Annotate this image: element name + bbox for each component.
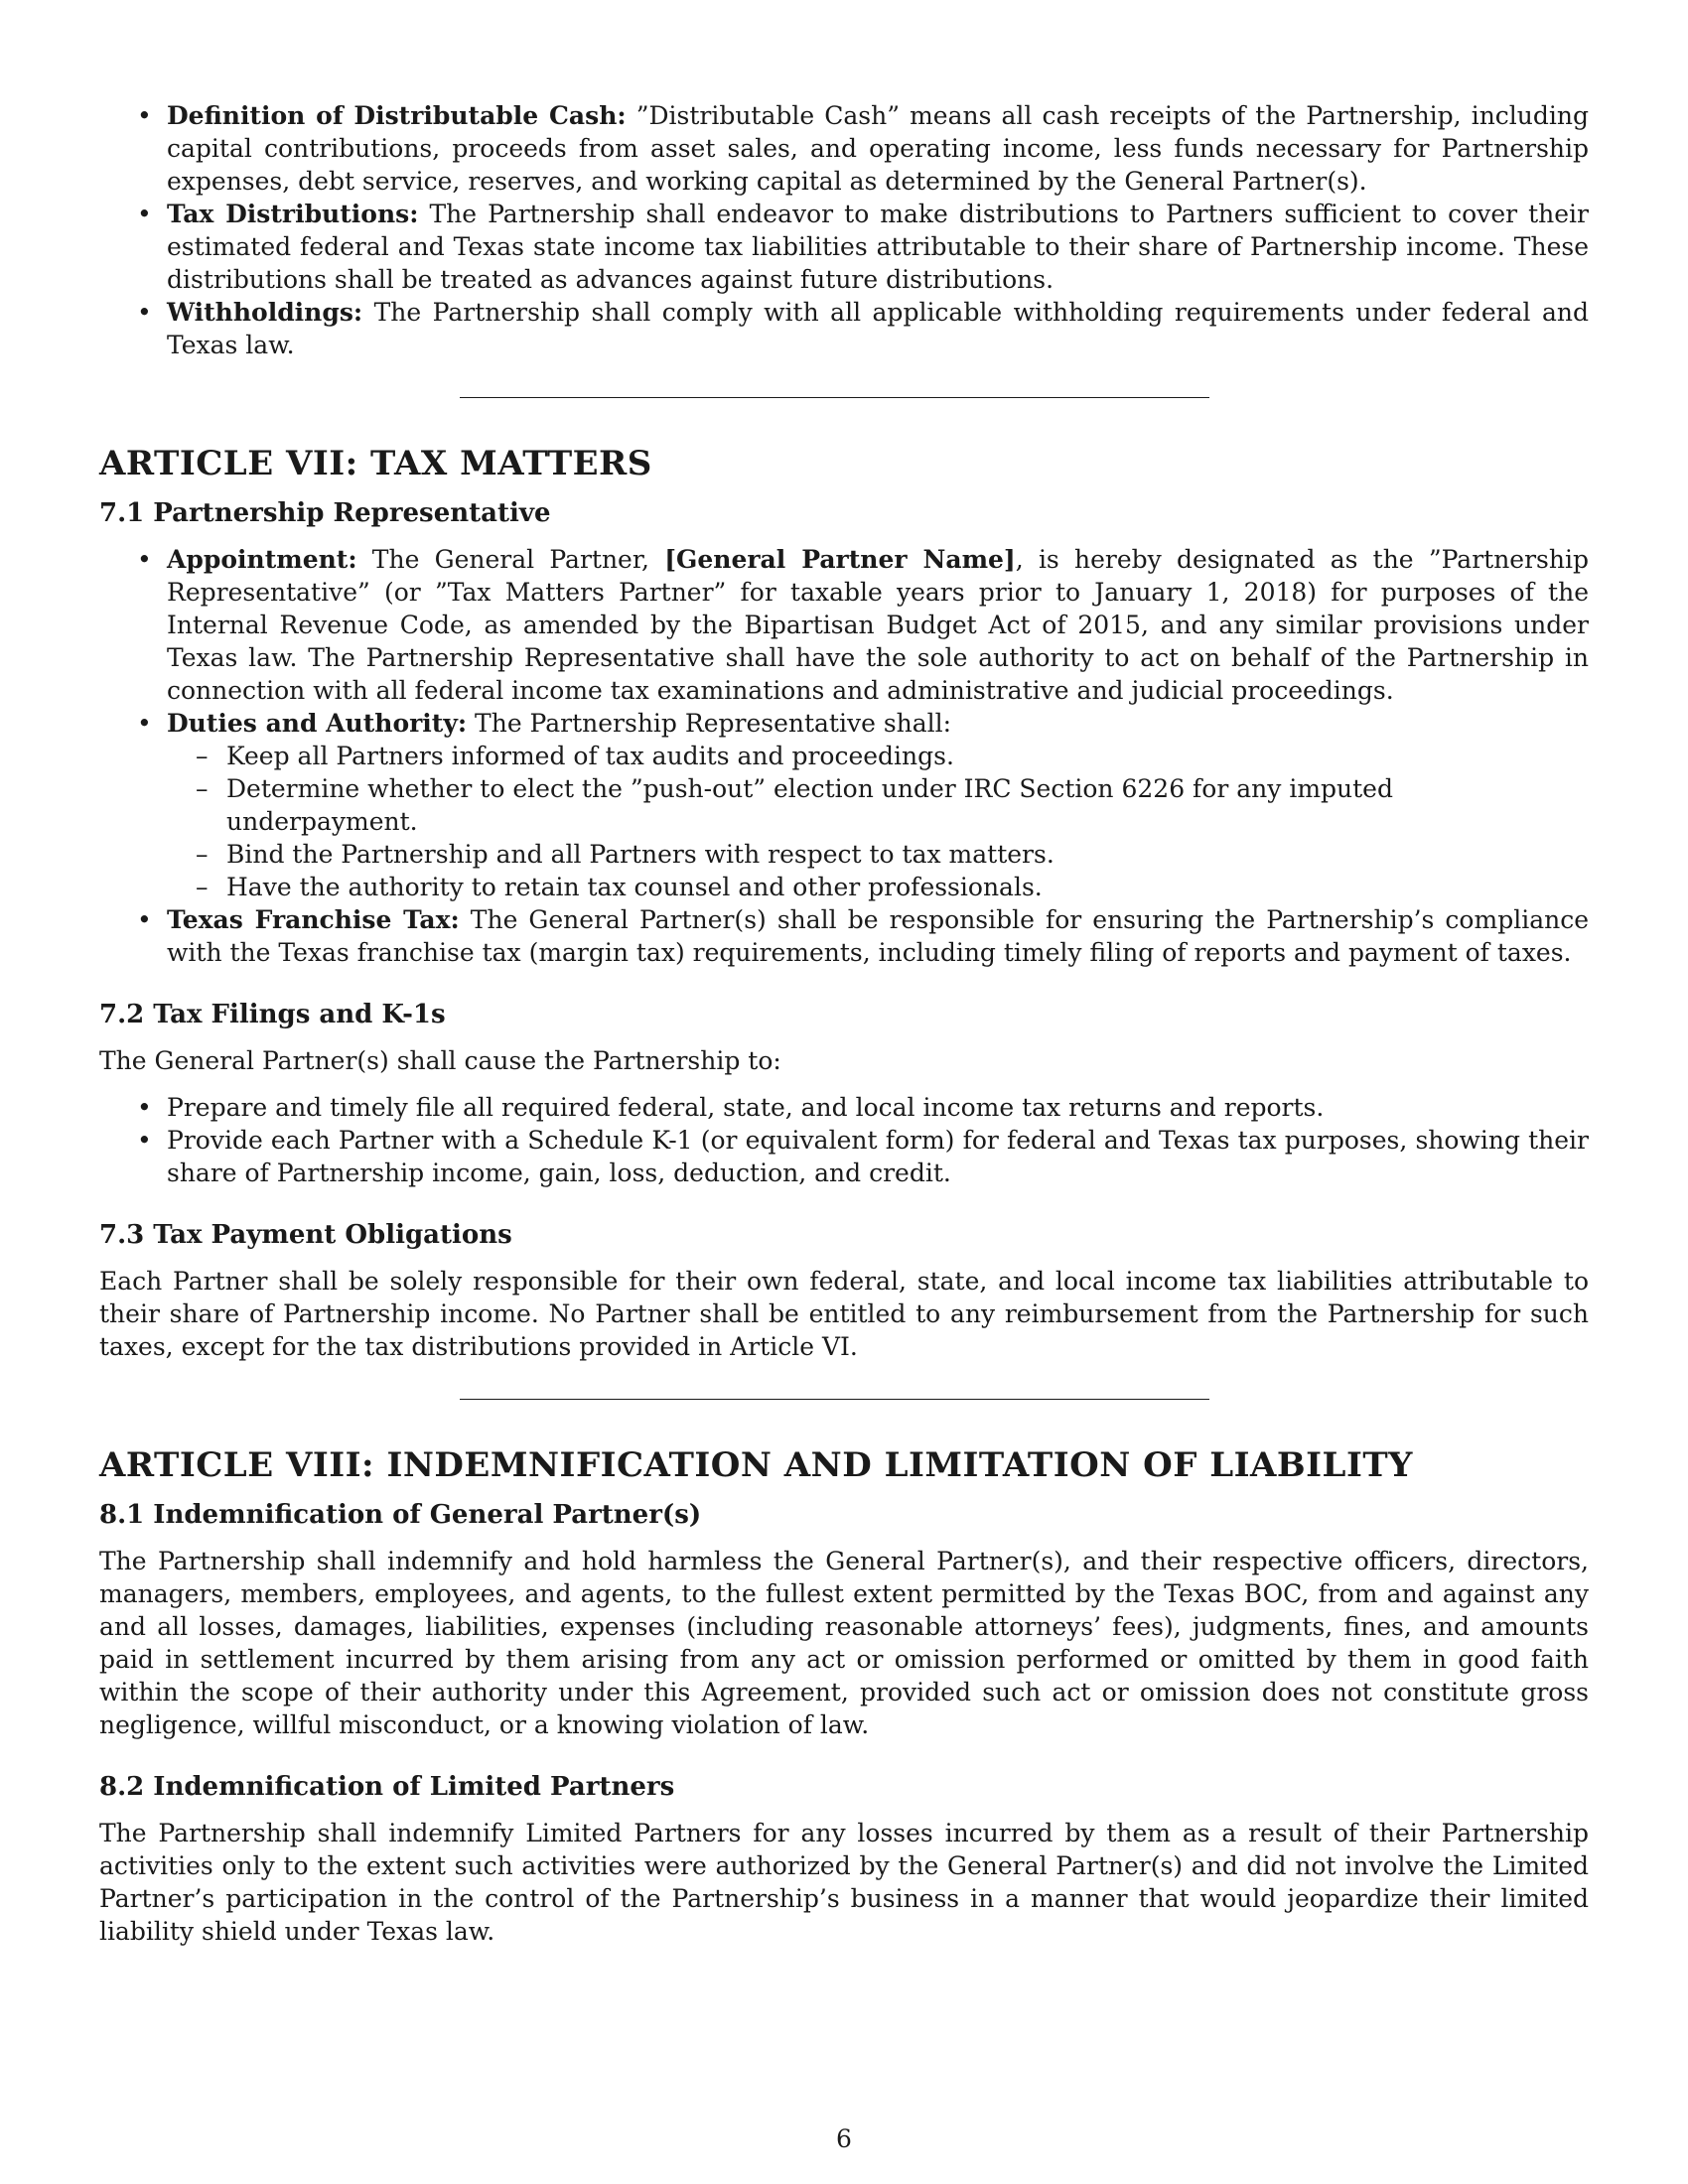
- section-divider: [460, 397, 1209, 398]
- list-item-text: The Partnership Representative shall:: [467, 709, 952, 738]
- section-7-1-list: [99, 543, 1589, 969]
- sub-list-item: – Keep all Partners informed of tax audits and proceedings.: [167, 740, 1589, 772]
- section-divider: [460, 1399, 1209, 1400]
- term-label: Withholdings:: [167, 298, 363, 327]
- page-number: 6: [836, 2124, 852, 2153]
- list-item-text: The Partnership shall endeavor to make distributions to Partners sufficient to cover their estimated federal and Texas state income tax liabilities attributable to their share of Partnership income. These distributions shall be treated as advances against future distributions.: [167, 200, 1589, 294]
- sub-list-item: – Bind the Partnership and all Partners with respect to tax matters.: [167, 838, 1589, 871]
- section-8-1-heading: 8.1 Indemnification of General Partner(s): [99, 1500, 702, 1530]
- term-label: Tax Distributions:: [167, 200, 419, 228]
- article-6-distribution-list: [99, 99, 1589, 361]
- section-8-1-text: The Partnership shall indemnify and hold harmless the General Partner(s), and their respective officers, directors, managers, members, employees, and agents, to the fullest extent permitted by the Texas BOC, from and against any and all losses, damages, liabilities, expenses (including reasonable attorneys’ fees), judgments, fines, and amounts paid in settlement incurred by them arising from any act or omission performed or omitted by them in good faith within the scope of their authority under this Agreement, provided such act or omission does not constitute gross negligence, willful misconduct, or a knowing violation of law.: [99, 1547, 1589, 1739]
- list-item-text: The General Partner(s) shall be responsible for ensuring the Partnership’s compliance with the Texas franchise tax (margin tax) requirements, including timely filing of reports and payment of taxes.: [167, 905, 1589, 967]
- section-7-2-heading: 7.2 Tax Filings and K-1s: [99, 1000, 446, 1029]
- list-item: [99, 198, 1589, 296]
- duties-sublist: [167, 740, 1589, 903]
- section-7-3-heading: 7.3 Tax Payment Obligations: [99, 1220, 512, 1250]
- list-item: [99, 903, 1589, 969]
- document-page: [99, 99, 1589, 1962]
- list-item-text: , is hereby designated as the ”Partnership Representative” (or ”Tax Matters Partner” for taxable years prior to January 1, 2018) for purposes of the Internal Revenue Code, as amended by the Bipartisan Budget Act of 2015, and any similar provisions under Texas law. The Partnership Representative shall have the sole authority to act on behalf of the Partnership in connection with all federal income tax examinations and administrative and judicial proceedings.: [167, 545, 1589, 705]
- section-8-2-heading: 8.2 Indemnification of Limited Partners: [99, 1772, 675, 1802]
- list-item: [99, 707, 1589, 903]
- term-label: Texas Franchise Tax:: [167, 905, 460, 934]
- article-7-title: ARTICLE VII: TAX MATTERS: [99, 444, 652, 483]
- list-item: [99, 99, 1589, 198]
- section-7-2-intro: The General Partner(s) shall cause the Partnership to:: [99, 1046, 781, 1075]
- sub-list-item: – Determine whether to elect the ”push-out” election under IRC Section 6226 for any imputed underpayment.: [167, 772, 1589, 838]
- term-label: Definition of Distributable Cash:: [167, 101, 627, 130]
- list-item: • Provide each Partner with a Schedule K-1 (or equivalent form) for federal and Texas tax purposes, showing their share of Partnership income, gain, loss, deduction, and credit.: [99, 1124, 1589, 1189]
- list-item-text: The Partnership shall comply with all applicable withholding requirements under federal and Texas law.: [167, 298, 1589, 359]
- term-label: Appointment:: [167, 545, 357, 574]
- list-item: [99, 543, 1589, 707]
- placeholder-field: [General Partner Name]: [664, 545, 1016, 574]
- section-7-1-heading: 7.1 Partnership Representative: [99, 498, 551, 528]
- section-8-2-text: The Partnership shall indemnify Limited Partners for any losses incurred by them as a result of their Partnership activities only to the extent such activities were authorized by the General Partner(s) and did not involve the Limited Partner’s participation in the control of the Partnership’s business in a manner that would jeopardize their limited liability shield under Texas law.: [99, 1819, 1589, 1946]
- section-7-3-text: Each Partner shall be solely responsible for their own federal, state, and local income tax liabilities attributable to their share of Partnership income. No Partner shall be entitled to any reimbursement from the Partnership for such taxes, except for the tax distributions provided in Article VI.: [99, 1267, 1589, 1361]
- list-item-text: ”Distributable Cash” means all cash receipts of the Partnership, including capital contributions, proceeds from asset sales, and operating income, less funds necessary for Partnership expenses, debt service, reserves, and working capital as determined by the General Partner(s).: [167, 101, 1590, 196]
- section-7-2-list: [99, 1091, 1589, 1189]
- term-label: Duties and Authority:: [167, 709, 468, 738]
- list-item: • Prepare and timely file all required federal, state, and local income tax returns and reports.: [99, 1091, 1589, 1124]
- list-item: [99, 296, 1589, 361]
- sub-list-item: – Have the authority to retain tax counsel and other professionals.: [167, 871, 1589, 903]
- list-item-text: The General Partner,: [356, 545, 665, 574]
- article-8-title: ARTICLE VIII: INDEMNIFICATION AND LIMITATION OF LIABILITY: [99, 1445, 1413, 1485]
